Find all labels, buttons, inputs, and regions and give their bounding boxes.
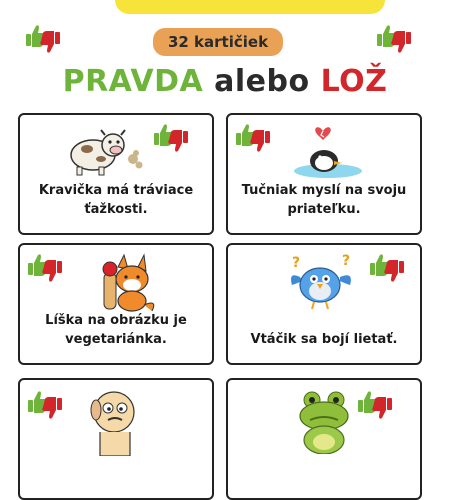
penguin-icon [290,121,370,181]
thumbs-up-down-icon [26,388,66,422]
top-banner [115,0,385,14]
cow-icon [65,125,145,177]
card-cow [18,113,214,235]
page-title [0,64,450,99]
card-penguin [226,113,422,235]
fox-icon [78,253,158,313]
card-statement: Kravička má tráviace ťažkosti. [38,183,194,217]
svg-text:?: ? [292,255,301,271]
card-dog [18,378,214,500]
thumbs-up-down-icon [26,251,66,285]
thumbs-up-down-icon [24,22,64,56]
thumbs-up-down-icon [234,121,274,155]
card-frog [226,378,422,500]
thumbs-up-down-icon [368,251,408,285]
thumbs-up-down-icon [152,121,192,155]
card-statement: Tučniak myslí na svoju priateľku. [241,183,407,217]
title-or: alebo [214,64,310,99]
title-false: LOŽ [320,64,388,99]
card-bird [226,243,422,365]
bird-icon [284,251,364,313]
dog-icon [78,386,158,456]
card-statement: Líška na obrázku je vegetariánka. [45,313,187,347]
svg-text:?: ? [342,253,351,269]
thumbs-up-down-icon [375,22,415,56]
card-count-badge: 32 kartičiek [153,28,283,56]
thumbs-up-down-icon [356,388,396,422]
card-fox [18,243,214,365]
title-true: PRAVDA [62,64,204,99]
card-statement: Vtáčik sa bojí lietať. [250,332,398,347]
